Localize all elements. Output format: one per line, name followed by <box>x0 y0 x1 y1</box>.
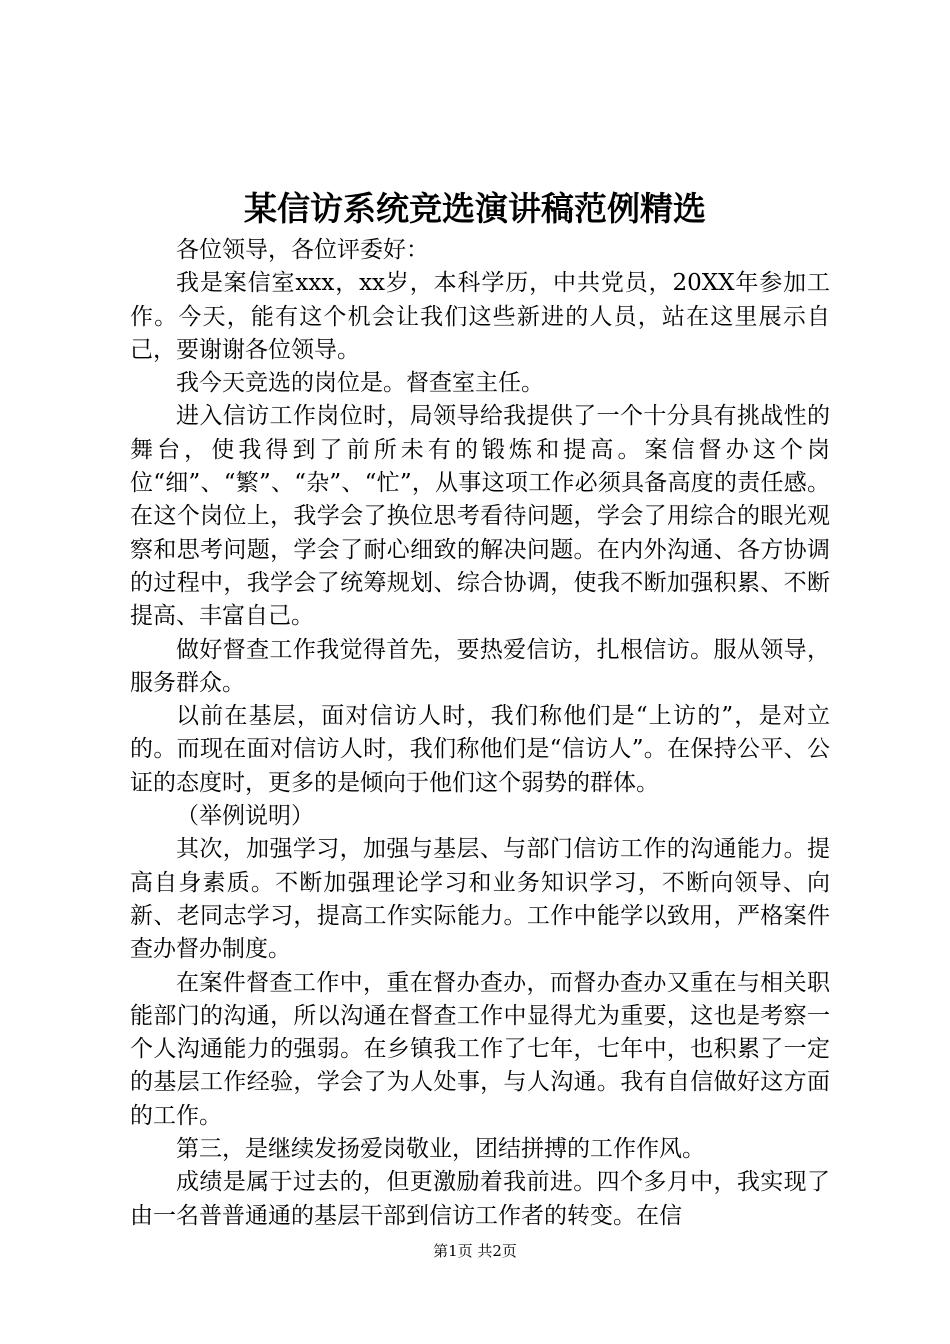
paragraph-third-point: 第三，是继续发扬爱岗敬业，团结拼搏的工作作风。 <box>176 1136 705 1163</box>
paragraph-experience: 进入信访工作岗位时，局领导给我提供了一个十分具有挑战性的舞台，使我得到了前所未有的锻炼和提高。案信督办这个岗位“细”、“繁”、“杂”、“忙”，从事这项工作必须具备高度的责任感。在这个岗位上，我学会了换位思考看待问题，学会了用综合的眼光观察和思考问题，学会了耐心细致的解决问题。在内外沟通、各方协调的过程中，我学会了统筹规划、综合协调，使我不断加强积累、不断提高、丰富自己。 <box>130 403 830 630</box>
document-body <box>130 234 830 1233</box>
paragraph-example-note: （举例说明） <box>176 803 314 830</box>
document-title: 某信访系统竞选演讲稿范例精选 <box>244 189 706 228</box>
paragraph-introduction: 我是案信室xxx，xx岁，本科学历，中共党员，20XX年参加工作。今天，能有这个机会让我们这些新进的人员，站在这里展示自己，要谢谢各位领导。 <box>130 270 830 363</box>
paragraph-achievements: 成绩是属于过去的，但更激励着我前进。四个多月中，我实现了由一名普普通通的基层干部到信访工作者的转变。在信 <box>130 1169 830 1229</box>
paragraph-position: 我今天竞选的岗位是。督查室主任。 <box>176 370 544 397</box>
page-number-footer: 第1页 共2页 <box>433 1242 517 1260</box>
paragraph-attitude: 以前在基层，面对信访人时，我们称他们是“上访的”，是对立的。而现在面对信访人时，我们称他们是“信访人”。在保持公平、公证的态度时，更多的是倾向于他们这个弱势的群体。 <box>130 703 830 796</box>
paragraph-communication: 在案件督查工作中，重在督办查办，而督办查办又重在与相关职能部门的沟通，所以沟通在督查工作中显得尤为重要，这也是考察一个人沟通能力的强弱。在乡镇我工作了七年，七年中，也积累了一定的基层工作经验，学会了为人处事，与人沟通。我有自信做好这方面的工作。 <box>130 969 830 1129</box>
paragraph-second-point: 其次，加强学习，加强与基层、与部门信访工作的沟通能力。提高自身素质。不断加强理论学习和业务知识学习，不断向领导、向新、老同志学习，提高工作实际能力。工作中能学以致用，严格案件查办督办制度。 <box>130 836 830 963</box>
paragraph-greeting: 各位领导，各位评委好： <box>176 237 429 263</box>
paragraph-first-point: 做好督查工作我觉得首先，要热爱信访，扎根信访。服从领导，服务群众。 <box>130 636 830 696</box>
